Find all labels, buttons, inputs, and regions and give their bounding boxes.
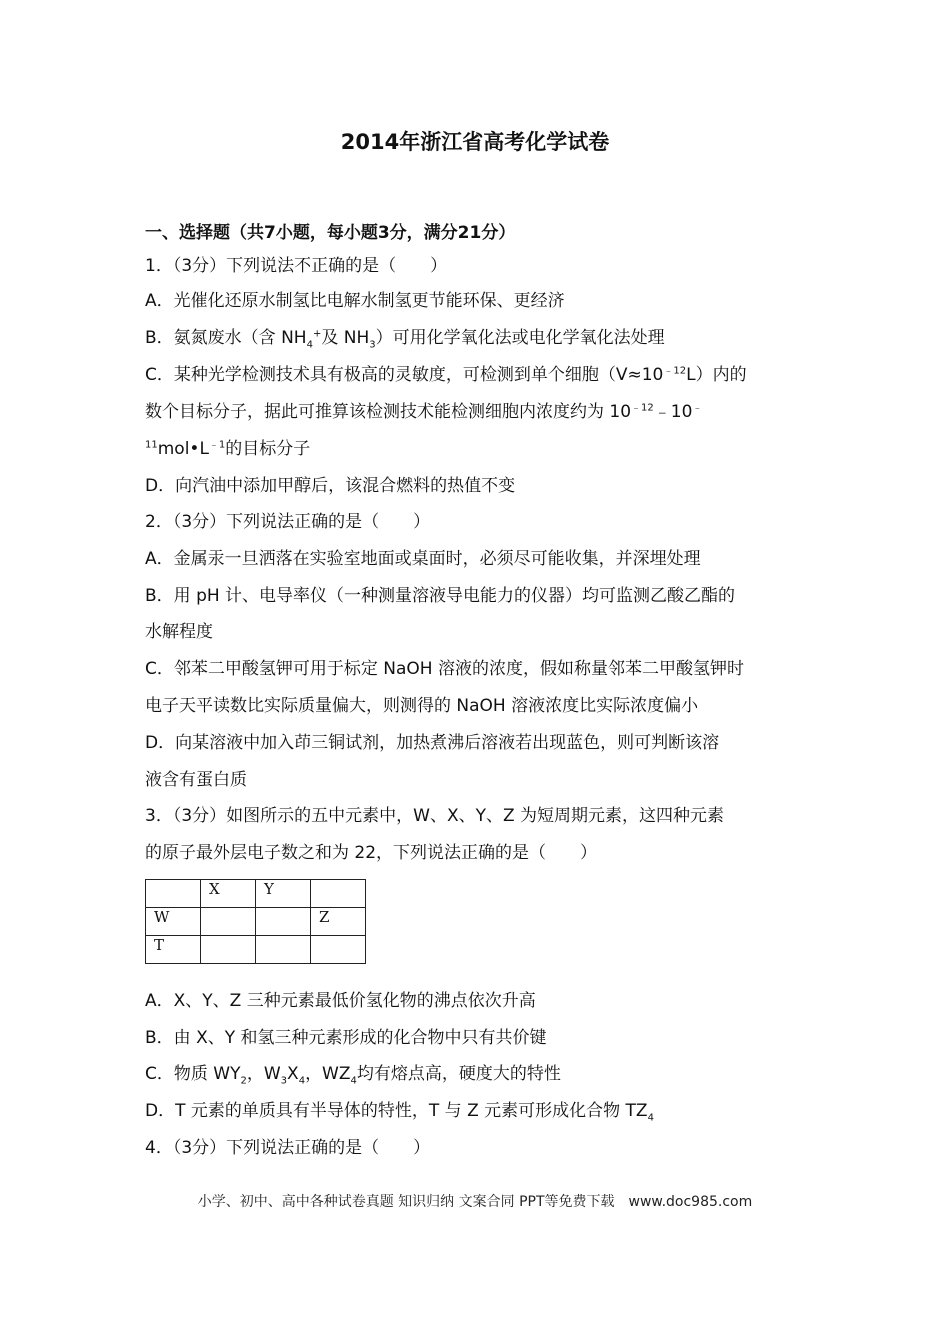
q1-option-c-line3: $^{11}mol•L^{﹣1}$的目标分子 xyxy=(145,439,311,459)
q2-option-b-line1: B．用 pH 计、电导率仪（一种测量溶液导电能力的仪器）均可监测乙酸乙酯的 xyxy=(145,586,736,606)
q2-stem: 2．（3分）下列说法正确的是（ ） xyxy=(145,512,431,532)
q2-option-b-line2: 水解程度 xyxy=(145,622,213,642)
q4-stem: 4．（3分）下列说法正确的是（ ） xyxy=(145,1138,431,1158)
table-row xyxy=(146,908,366,936)
table-cell xyxy=(256,936,311,964)
page-title: 2014年浙江省高考化学试卷 xyxy=(340,130,610,154)
table-cell: X xyxy=(201,880,256,908)
table-row xyxy=(146,936,366,964)
q1-stem: 1．（3分）下列说法不正确的是（ ） xyxy=(145,256,448,276)
q2-option-d-line2: 液含有蛋白质 xyxy=(145,770,247,790)
q2-option-d-line1: D．向某溶液中加入茚三铜试剂，加热煮沸后溶液若出现蓝色，则可判断该溶 xyxy=(145,733,720,753)
table-cell xyxy=(311,880,366,908)
footer-watermark: 小学、初中、高中各种试卷真题 知识归纳 文案合同 PPT等免费下载 www.doc985.com xyxy=(197,1194,753,1210)
table-cell: T xyxy=(146,936,201,964)
table-cell: Z xyxy=(311,908,366,936)
periodic-table-fragment xyxy=(145,879,366,964)
table-cell: W xyxy=(146,908,201,936)
q1-option-c-line2: 数个目标分子，据此可推算该检测技术能检测细胞内浓度约为 $10^{﹣12}﹣10^﹣$ xyxy=(145,402,703,422)
section-heading: 一、选择题（共7小题，每小题3分，满分21分） xyxy=(145,223,516,243)
q3-option-c: C．物质 $WY_2$，$W_3X_4$，$WZ_4$均有熔点高，硬度大的特性 xyxy=(145,1064,561,1087)
q1-option-b: B．氨氮废水（含 $NH_4^+$及 $NH_3$）可用化学氧化法或电化学氧化法处理 xyxy=(145,328,665,351)
q3-option-b: B．由 X、Y 和氢三种元素形成的化合物中只有共价键 xyxy=(145,1028,547,1048)
q3-stem-line1: 3．（3分）如图所示的五中元素中，W、X、Y、Z 为短周期元素，这四种元素 xyxy=(145,806,725,826)
table-cell xyxy=(201,936,256,964)
table-cell xyxy=(146,880,201,908)
q1-option-a: A．光催化还原水制氢比电解水制氢更节能环保、更经济 xyxy=(145,291,565,311)
table-cell xyxy=(311,936,366,964)
q1-option-d: D．向汽油中添加甲醇后，该混合燃料的热值不变 xyxy=(145,476,516,496)
q1-option-c-line1: C．某种光学检测技术具有极高的灵敏度，可检测到单个细胞$(V\approx 10^{﹣12}L)$内的 xyxy=(145,365,747,385)
q2-option-a: A．金属汞一旦洒落在实验室地面或桌面时，必须尽可能收集，并深埋处理 xyxy=(145,549,701,569)
q3-stem-line2: 的原子最外层电子数之和为 22，下列说法正确的是（ ） xyxy=(145,843,598,863)
table-cell: Y xyxy=(256,880,311,908)
q2-option-c-line1: C．邻苯二甲酸氢钾可用于标定 NaOH 溶液的浓度，假如称量邻苯二甲酸氢钾时 xyxy=(145,659,744,679)
q3-option-a: A．X、Y、Z 三种元素最低价氢化物的沸点依次升高 xyxy=(145,991,536,1011)
table-row xyxy=(146,880,366,908)
q2-option-c-line2: 电子天平读数比实际质量偏大，则测得的 NaOH 溶液浓度比实际浓度偏小 xyxy=(145,696,699,716)
table-cell xyxy=(201,908,256,936)
q3-option-d: D．T 元素的单质具有半导体的特性，T 与 Z 元素可形成化合物 $TZ_4$ xyxy=(145,1101,654,1124)
table-cell xyxy=(256,908,311,936)
